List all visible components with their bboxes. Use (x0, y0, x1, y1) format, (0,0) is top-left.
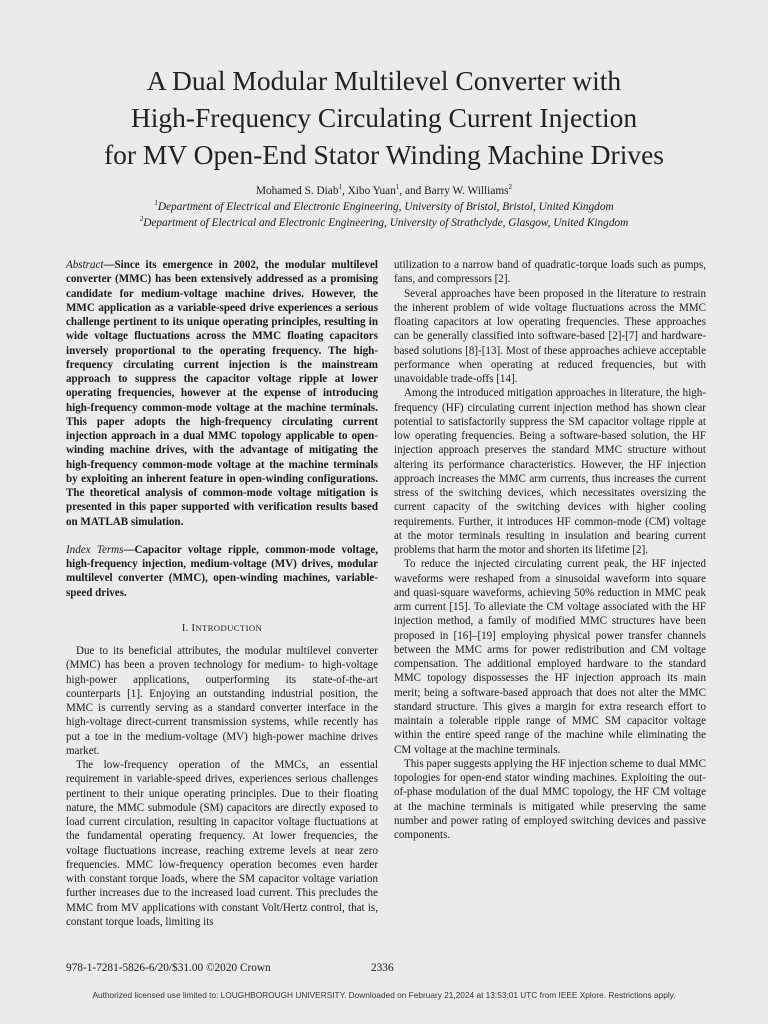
affiliation-text: Department of Electrical and Electronic Engineering, University of Bristol, Bristol, United Kingdom (157, 201, 614, 213)
author-name: Mohamed S. Diab (255, 185, 339, 197)
index-terms-label: Index Terms (66, 543, 124, 556)
title-line-3: for MV Open-End Stator Winding Machine Drives (103, 139, 664, 170)
paper-title (60, 62, 708, 173)
affiliation-mark: 2 (139, 215, 144, 224)
abstract-label: Abstract (66, 259, 104, 271)
body-paragraph: This paper suggests applying the HF injection scheme to dual MMC topologies for open-end stator winding machines. Exploiting the out-of-phase modulation of the dual MMC topology, the HF CM voltage at the machine terminals is mitigated while preserving the same number and power rating of employed switching devices and passive components. (394, 757, 706, 841)
author-affil-mark: 1 (395, 183, 400, 192)
abstract (66, 258, 378, 529)
author-affil-mark: 1 (338, 183, 342, 192)
author-name: , Xibo Yuan (341, 185, 396, 197)
body-paragraph: The low-frequency operation of the MMCs, an essential requirement in variable-speed drives, experiences serious challenges pertinent to their unique operating principles. Due to their floating nature, the MMC submodule (SM) capacitors are directly exposed to load current circulation, resulting in capacitor voltage fluctuations at the fundamental operating frequency. At lower frequencies, the voltage fluctuations increase, reaching extreme levels at near zero frequencies. MMC low-frequency operation becomes even harder with constant torque loads, where the SM capacitor voltage variation further increases due to the increased load current. This precludes the MMC from MV applications with constant Volt/Hertz control, that is, constant torque loads, limiting its (66, 759, 378, 928)
index-terms (66, 543, 378, 600)
page-number: 2336 (371, 962, 394, 974)
body-paragraph: Among the introduced mitigation approaches in literature, the high-frequency (HF) circulating current injection method has shown clear potential to satisfactorily suppress the SM capacitor voltage ripple at low operating frequencies. Being a software-based solution, the HF injection approach preserves the standard MMC structure without altering its performance characteristics. However, the HF injection approach increases the MMC arm currents, thus increases the current stress of the switching devices, which necessitates oversizing the current capacity of the switching devices with higher cooling requirements. Further, it introduces HF common-mode (CM) voltage at the motor terminals resulting in insulation and bearing current problems that harm the motor and shorten its lifetime [2]. (394, 387, 706, 556)
section-heading-introduction (66, 621, 378, 636)
title-line-2: High-Frequency Circulating Current Injection (130, 102, 638, 133)
affiliation-1 (40, 199, 728, 215)
index-terms-text: —Capacitor voltage ripple, common-mode voltage, high-frequency injection, medium-voltage (MV) drives, modular multilevel converter (MMC), open-winding machines, variable-speed drives. (66, 543, 378, 599)
body-paragraph-continued: utilization to a narrow band of quadratic-torque loads such as pumps, fans, and compressors [2]. (394, 259, 706, 286)
affiliation-text: Department of Electrical and Electronic Engineering, University of Strathclyde, Glasgow, United Kingdom (143, 217, 629, 229)
section-title-first: I (191, 622, 196, 634)
section-number: I. (181, 622, 189, 634)
copyright-footer: 978-1-7281-5826-6/20/$31.00 ©2020 Crown (66, 962, 271, 974)
body-paragraph: To reduce the injected circulating current peak, the HF injected waveforms were reshaped from a sinusoidal waveform into square and quasi-square waveforms, achieving 50% reduction in MMC peak arm current [15]. To alleviate the CM voltage associated with the HF injection method, a family of modified MMC structures have been proposed in [16]–[19] employing physical power transfer channels between the MMC arms for power redistribution and CM voltage compensation. The additional employed hardware to the standard MMC topology dispossesses the HF injection approach its main merit; being a software-based approach that does not alter the MMC standard structure. This gives a margin for extra research effort to maintain a tolerable ripple range of MMC SM capacitor voltage within the entire speed range of the machine while eliminating the CM voltage at the machine terminals. (394, 558, 706, 756)
affiliation-mark: 1 (154, 199, 158, 208)
author-list (60, 183, 708, 199)
license-notice: Authorized licensed use limited to: LOUGHBOROUGH UNIVERSITY. Downloaded on February 21,2024 at 13:53:01 UTC from IEEE Xplore. Restrictions apply. (92, 990, 676, 1000)
abstract-text: —Since its emergence in 2002, the modular multilevel converter (MMC) has been extensively addressed as a promising candidate for medium-voltage machine drives. However, the MMC application as a variable-speed drive experiences a serious challenge pertinent to its unique operating principles, resulting in wide voltage fluctuations across the MMC floating capacitors inversely proportional to the operating frequency. The high-frequency circulating current injection is the mainstream approach to suppress the capacitor voltage ripple at lower operating frequencies, however at the expense of introducing high-frequency common-mode voltage at the machine terminals. This paper adopts the high-frequency circulating current injection approach in a dual MMC topology applicable to open-winding machine drives, with the advantage of mitigating the high-frequency common-mode voltage at the machine terminals by exploiting an inherent feature in open-winding configurations. The theoretical analysis of common-mode voltage mitigation is presented in this paper supported with verification results based on MATLAB simulation. (66, 259, 378, 528)
author-name: , and Barry W. Williams (399, 185, 509, 197)
body-paragraph: Several approaches have been proposed in the literature to restrain the inherent problem of wide voltage fluctuations across the MMC floating capacitors at low operating frequencies. These approaches can be generally classified into software-based [2]-[7] and hardware-based solutions [8]-[13]. Most of these approaches achieve acceptable performance when operating at reduced frequencies, but with unavoidable trade-offs [14]. (394, 287, 706, 385)
section-title-rest: NTRODUCTION (195, 622, 263, 633)
body-paragraph: Due to its beneficial attributes, the modular multilevel converter (MMC) has been a proven technology for medium- to high-voltage high-power applications, outperforming its state-of-the-art counterparts [1]. Enjoying an outstanding industrial position, the MMC is currently serving as a standard converter interface in the high-voltage direct-current transmission systems, while recently has put a toe in the medium-voltage (MV) high-power machine drives market. (66, 645, 378, 757)
title-line-1: A Dual Modular Multilevel Converter with (146, 65, 622, 96)
affiliation-2 (40, 215, 728, 231)
right-column (394, 258, 706, 842)
author-affil-mark: 2 (508, 183, 513, 192)
left-column (66, 258, 378, 929)
